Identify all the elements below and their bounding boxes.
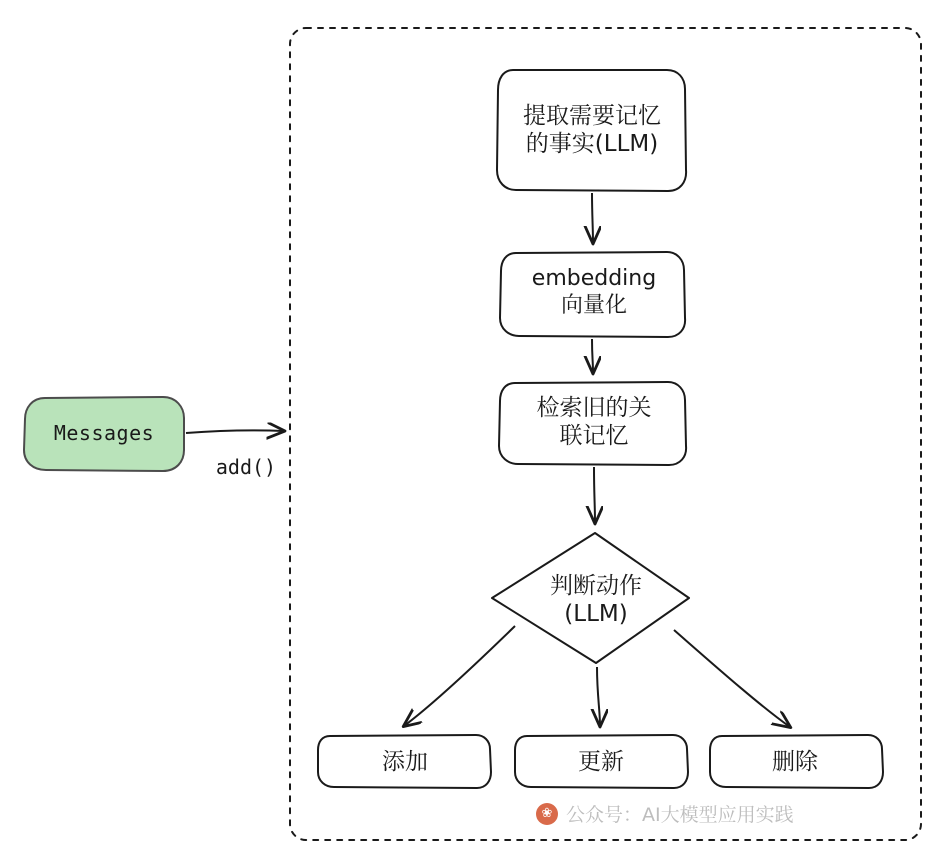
node-retrieve-label: 检索旧的关 联记忆 [536, 394, 652, 449]
node-extract[interactable] [497, 70, 686, 191]
edge-decide-to-update [597, 667, 600, 726]
node-delete[interactable] [710, 735, 883, 788]
watermark-logo-icon: ❀ [536, 803, 558, 825]
node-decide[interactable] [492, 533, 689, 663]
node-messages[interactable] [24, 397, 184, 471]
edge-messages-to-container [186, 430, 284, 433]
node-messages-label: Messages [53, 420, 155, 445]
node-decide-label: 判断动作 (LLM) [550, 572, 642, 627]
edge-extract-to-embedding [592, 193, 593, 243]
node-retrieve[interactable] [499, 382, 686, 465]
node-add-label: 添加 [382, 748, 428, 775]
node-extract-label: 提取需要记忆 的事实(LLM) [523, 102, 661, 157]
node-delete-label: 删除 [772, 748, 818, 775]
edge-decide-to-delete [674, 630, 790, 727]
node-update-label: 更新 [578, 748, 624, 775]
node-embedding-label: embedding 向量化 [531, 266, 657, 318]
edge-embedding-to-retrieve [592, 339, 593, 373]
node-embedding[interactable] [500, 252, 685, 337]
edge-decide-to-add [404, 626, 515, 726]
edge-label-add-call: add() [215, 455, 277, 479]
node-update[interactable] [515, 735, 688, 788]
watermark-text: 公众号：AI大模型应用实践 [566, 804, 794, 826]
node-add[interactable] [318, 735, 491, 788]
edge-retrieve-to-decide [594, 467, 595, 523]
